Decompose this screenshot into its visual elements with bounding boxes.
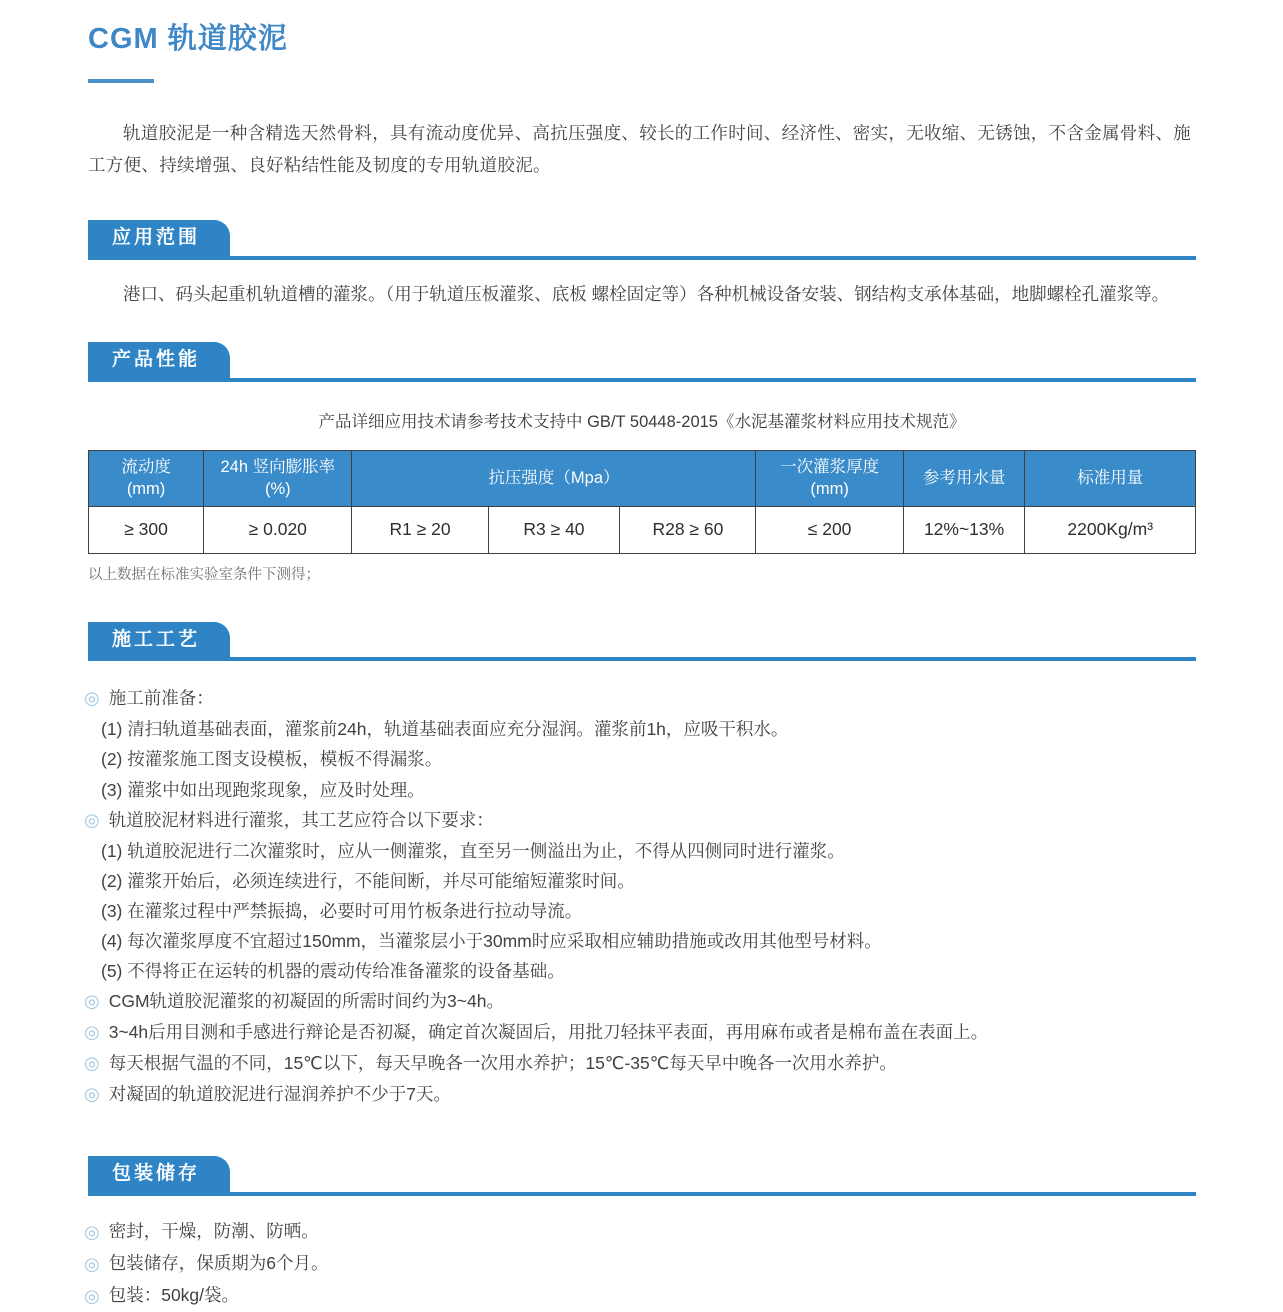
list-item-text: 密封，干燥，防潮、防晒。 bbox=[108, 1220, 319, 1241]
list-item-text: 施工前准备： bbox=[108, 688, 214, 709]
ring-bullet-icon: ◎ bbox=[84, 688, 100, 709]
header-expansion: 24h 竖向膨胀率 (%) bbox=[204, 451, 352, 507]
list-item-text: (5) 不得将正在运转的机器的震动传给准备灌浆的设备基础。 bbox=[101, 960, 565, 981]
ring-bullet-icon: ◎ bbox=[84, 809, 100, 830]
ring-bullet-icon: ◎ bbox=[84, 991, 100, 1012]
construction-list bbox=[84, 683, 1196, 1109]
list-item-text: (2) 按灌浆施工图支设模板，模板不得漏浆。 bbox=[101, 749, 443, 770]
list-item bbox=[84, 683, 1196, 714]
list-item-text: 轨道胶泥材料进行灌浆，其工艺应符合以下要求： bbox=[108, 809, 494, 830]
list-item bbox=[88, 744, 1196, 774]
cell-usage: 2200Kg/m³ bbox=[1025, 506, 1196, 553]
list-item bbox=[88, 956, 1196, 986]
application-content: 港口、码头起重机轨道槽的灌浆。（用于轨道压板灌浆、底板 螺栓固定等）各种机械设备安装、钢结构支承体基础，地脚螺栓孔灌浆等。 bbox=[123, 283, 1170, 304]
section-rule bbox=[88, 657, 1196, 661]
section-badge-performance: 产品性能 bbox=[88, 342, 230, 378]
ring-bullet-icon: ◎ bbox=[84, 1022, 100, 1043]
list-item bbox=[88, 926, 1196, 956]
section-header-application bbox=[88, 220, 1196, 260]
table-header-row bbox=[89, 451, 1196, 507]
reference-note: 产品详细应用技术请参考技术支持中 GB/T 50448-2015《水泥基灌浆材料应用技术规范》 bbox=[318, 413, 966, 432]
cell-r28: R28 ≥ 60 bbox=[620, 506, 756, 553]
cell-r3: R3 ≥ 40 bbox=[488, 506, 620, 553]
section-badge-packaging: 包装储存 bbox=[88, 1156, 230, 1192]
list-item-text: (4) 每次灌浆厚度不宜超过150mm，当灌浆层小于30mm时应采取相应辅助措施或改用其他型号材料。 bbox=[101, 930, 882, 951]
section-rule bbox=[88, 256, 1196, 260]
list-item-text: 包装储存，保质期为6个月。 bbox=[108, 1252, 329, 1273]
ring-bullet-icon: ◎ bbox=[84, 1253, 100, 1274]
table-data-row bbox=[89, 506, 1196, 553]
packaging-list bbox=[84, 1216, 1196, 1312]
header-compressive: 抗压强度（Mpa） bbox=[352, 451, 756, 507]
list-item bbox=[84, 1079, 1196, 1110]
table-footnote: 以上数据在标准实验室条件下测得； bbox=[88, 566, 320, 583]
page-title: CGM 轨道胶泥 bbox=[88, 23, 288, 55]
list-item-text: 3~4h后用目测和手感进行辩论是否初凝，确定首次凝固后，用批刀轻抹平表面，再用麻布或者是棉布盖在表面上。 bbox=[108, 1022, 989, 1043]
list-item bbox=[88, 896, 1196, 926]
cell-r1: R1 ≥ 20 bbox=[352, 506, 488, 553]
section-header-construction bbox=[88, 622, 1196, 662]
section-header-performance bbox=[88, 342, 1196, 382]
list-item-text: (3) 灌浆中如出现跑浆现象，应及时处理。 bbox=[101, 779, 425, 800]
list-item bbox=[84, 805, 1196, 836]
list-item bbox=[84, 1017, 1196, 1048]
ring-bullet-icon: ◎ bbox=[84, 1285, 100, 1306]
ring-bullet-icon: ◎ bbox=[84, 1052, 100, 1073]
cell-water: 12%~13% bbox=[903, 506, 1025, 553]
list-item-text: (1) 清扫轨道基础表面，灌浆前24h，轨道基础表面应充分湿润。灌浆前1h，应吸干积水。 bbox=[101, 719, 789, 740]
section-performance bbox=[88, 342, 1196, 583]
header-fluidity: 流动度 (mm) bbox=[89, 451, 204, 507]
ring-bullet-icon: ◎ bbox=[84, 1083, 100, 1104]
title-underline bbox=[88, 79, 154, 83]
header-water: 参考用水量 bbox=[903, 451, 1025, 507]
header-thickness: 一次灌浆厚度 (mm) bbox=[756, 451, 903, 507]
list-item bbox=[84, 1048, 1196, 1079]
section-rule bbox=[88, 1192, 1196, 1196]
performance-table bbox=[88, 450, 1196, 554]
list-item bbox=[84, 986, 1196, 1017]
list-item-text: (3) 在灌浆过程中严禁振捣，必要时可用竹板条进行拉动导流。 bbox=[101, 900, 583, 921]
list-item bbox=[84, 1248, 1196, 1280]
list-item-text: (2) 灌浆开始后，必须连续进行，不能间断，并尽可能缩短灌浆时间。 bbox=[101, 870, 635, 891]
list-item bbox=[88, 836, 1196, 866]
cell-expansion: ≥ 0.020 bbox=[204, 506, 352, 553]
list-item-text: CGM轨道胶泥灌浆的初凝固的所需时间约为3~4h。 bbox=[108, 991, 504, 1012]
intro-paragraph: 轨道胶泥是一种含精选天然骨料，具有流动度优异、高抗压强度、较长的工作时间、经济性、密实，无收缩、无锈蚀，不含金属骨料、施工方便、持续增强、良好粘结性能及韧度的专用轨道胶泥。 bbox=[88, 123, 1191, 176]
list-item bbox=[84, 1216, 1196, 1248]
list-item-text: 每天根据气温的不同，15℃以下，每天早晚各一次用水养护；15℃-35℃每天早中晚各一次用水养护。 bbox=[108, 1052, 897, 1073]
list-item bbox=[88, 866, 1196, 896]
cell-fluidity: ≥ 300 bbox=[89, 506, 204, 553]
header-usage: 标准用量 bbox=[1025, 451, 1196, 507]
cell-thickness: ≤ 200 bbox=[756, 506, 903, 553]
list-item-text: (1) 轨道胶泥进行二次灌浆时，应从一侧灌浆，直至另一侧溢出为止，不得从四侧同时进行灌浆。 bbox=[101, 840, 845, 861]
list-item bbox=[88, 775, 1196, 805]
section-header-packaging bbox=[88, 1156, 1196, 1196]
list-item-text: 对凝固的轨道胶泥进行湿润养护不少于7天。 bbox=[108, 1083, 451, 1104]
section-rule bbox=[88, 378, 1196, 382]
list-item-text: 包装：50kg/袋。 bbox=[108, 1284, 240, 1305]
section-badge-construction: 施工工艺 bbox=[88, 622, 230, 658]
document-page bbox=[84, 0, 1196, 1312]
section-packaging bbox=[84, 1156, 1196, 1312]
section-construction bbox=[84, 622, 1196, 1110]
section-application bbox=[88, 220, 1196, 310]
ring-bullet-icon: ◎ bbox=[84, 1221, 100, 1242]
section-badge-application: 应用范围 bbox=[88, 220, 230, 256]
list-item bbox=[84, 1280, 1196, 1312]
list-item bbox=[88, 714, 1196, 744]
